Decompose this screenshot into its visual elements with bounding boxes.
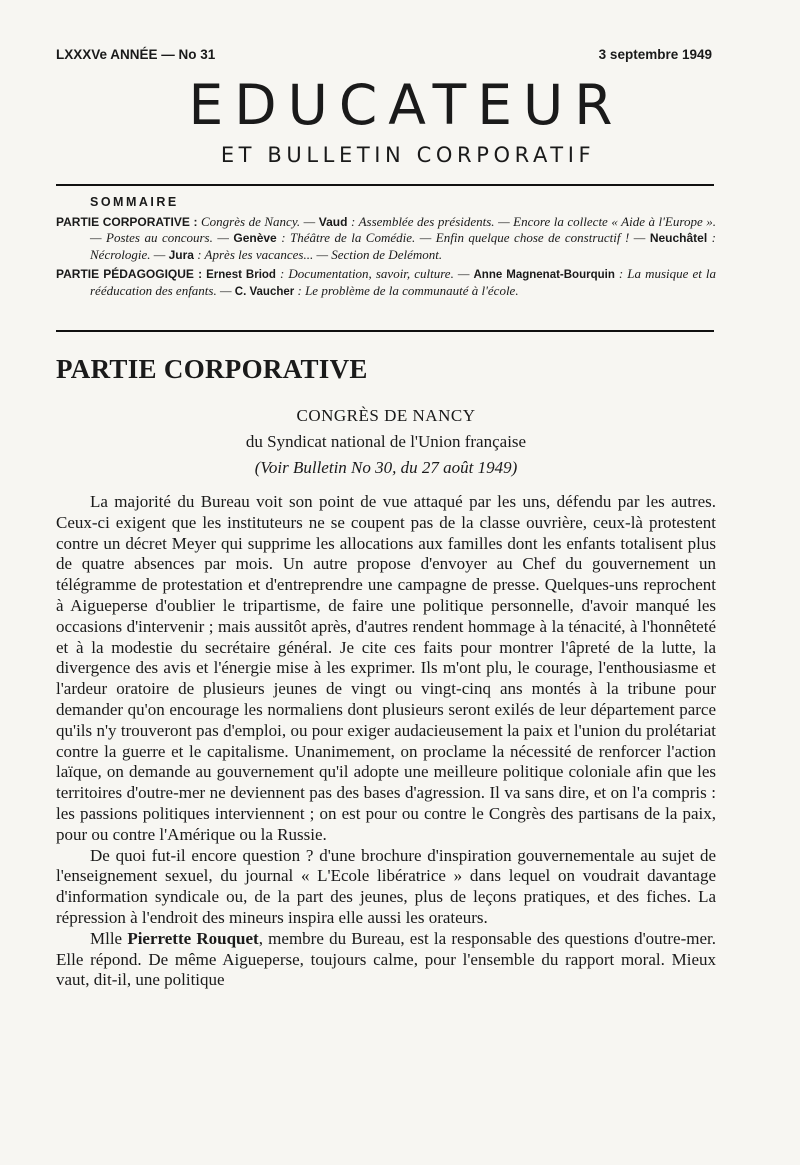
summary-author: Anne Magnenat-Bourquin — [473, 268, 615, 281]
summary-text: : Nécrologie. — — [90, 230, 716, 262]
summary-text: : Après les vacances... — Section de Delémont. — [193, 246, 443, 262]
summary-text: : Théâtre de la Comédie. — Enfin quelque chose de constructif ! — — [276, 230, 650, 246]
paragraph-text: Mlle — [90, 928, 128, 948]
person-name: Pierrette Rouquet — [127, 928, 259, 948]
issue-number: LXXXVe ANNÉE — No 31 — [56, 47, 216, 62]
summary-canton: Neuchâtel — [649, 231, 708, 246]
summary-author: C. Vaucher — [234, 286, 295, 299]
article-title: CONGRÈS DE NANCY — [296, 406, 476, 425]
summary-pedagogique-label: PARTIE PÉDAGOGIQUE : — [56, 266, 203, 281]
issue-date: 3 septembre 1949 — [598, 47, 712, 62]
summary-text: : Documentation, savoir, culture. — — [275, 265, 474, 281]
summary-canton: Jura — [168, 247, 194, 262]
summary-canton: Genève — [233, 231, 277, 246]
article-subtitle: du Syndicat national de l'Union française — [245, 432, 527, 451]
section-heading: PARTIE CORPORATIVE — [56, 354, 368, 384]
summary-text: : Assemblée des présidents. — Encore la collecte « Aide à l'Europe ». — Postes au concours. — — [90, 214, 716, 246]
summary-pedagogique — [56, 266, 716, 300]
summary-title: SOMMAIRE — [90, 195, 179, 209]
top-divider — [56, 184, 714, 186]
article-body — [56, 492, 716, 991]
summary-block — [56, 195, 716, 303]
summary-corporative — [56, 214, 716, 263]
article-paragraph-1: La majorité du Bureau voit son point de vue attaqué par les uns, défendu par les autres. Ceux-ci exigent que les instituteurs ne se coupent pas de la classe ouvrière, ceux-là protestent contre un décret Meyer qui supprime les allocations aux familles dont les enfants totalisent plus de quatre absences par mois. Un autre propose d'envoyer au Chef du gouvernement un télégramme de protestation et d'entreprendre une campagne de presse. Quelques-uns reprochent à Aigueperse d'oublier le tripartisme, de faire une politique personnelle, d'avoir manqué les occasions d'intervenir ; mais aussitôt après, d'autres rendent hommage à la ténacité, à l'honnêteté et à la modestie du secrétaire général. Je cite ces faits pour montrer l'âpreté de la lutte, la divergence des avis et l'énergie mise à les exprimer. Ils m'ont plu, le courage, l'enthousiasme et l'ardeur oratoire de plusieurs jeunes de vingt ou vingt-cinq ans montés à la tribune pour demander qu'on encourage les normaliens dont plusieurs seront exilés de leur département parce qu'ils n'y trouveront pas d'emploi, ou pour exiger audacieusement la paix et l'union du prolétariat contre la guerre et le capitalisme. Unanimement, on proclame la nécessité de renforcer l'action laïque, on demande au gouvernement qu'il adopte une meilleure politique coloniale afin que les territoires d'outre-mer ne deviennent pas des bases d'agression. Il va sans dire, et on l'a compris : les passions politiques interviennent ; on est pour ou contre le Congrès des partisans de la paix, pour ou contre l'Amérique ou la Russie. — [56, 492, 716, 844]
paragraph-text: , membre du Bureau, est la responsable des questions d'outre-mer. Elle répond. De même Aigueperse, toujours calme, pour l'ensemble du rapport moral. Mieux vaut, dit-il, une politique — [56, 928, 716, 990]
issue-line — [56, 47, 712, 62]
summary-text: Congrès de Nancy. — — [201, 214, 319, 230]
summary-text: : La musique et la rééducation des enfants. — — [90, 265, 717, 299]
masthead-subtitle: ET BULLETIN CORPORATIF — [220, 143, 596, 167]
summary-text: : Le problème de la communauté à l'école. — [294, 283, 519, 299]
summary-corporative-label: PARTIE CORPORATIVE : — [56, 215, 198, 230]
summary-canton: Vaud — [318, 215, 348, 230]
summary-divider — [56, 330, 714, 332]
masthead-title: EDUCATEUR — [188, 73, 624, 137]
article-reference: (Voir Bulletin No 30, du 27 août 1949) — [254, 458, 518, 477]
article-paragraph-3 — [56, 929, 716, 991]
article-paragraph-2: De quoi fut-il encore question ? d'une brochure d'inspiration gouvernementale au sujet de l'enseignement sexuel, du journal « L'Ecole libératrice » dans lequel on voudrait davantage d'information syndicale ou, de la part des jeunes, plus de leçons pratiques, et des fiches. La répression à l'endroit des mineurs inspira elle aussi les orateurs. — [56, 845, 716, 927]
summary-author: Ernest Briod — [206, 268, 276, 281]
